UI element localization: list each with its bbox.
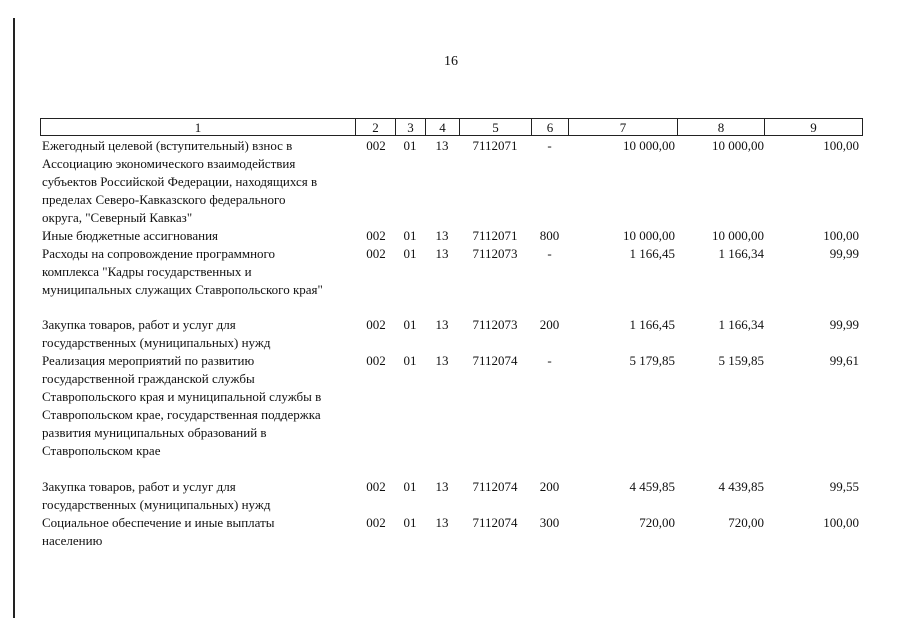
cell-col-4: 13 <box>435 515 449 530</box>
cell-col-4: 13 <box>435 228 449 243</box>
cell-col-4: 13 <box>435 138 449 153</box>
cell-col-6: 800 <box>539 228 560 243</box>
cell-col-5: 7112071 <box>472 228 518 243</box>
row-name: Иные бюджетные ассигнования <box>42 228 219 243</box>
cell-col-2: 002 <box>366 246 386 261</box>
column-header-2: 2 <box>355 119 395 135</box>
cell-col-3: 01 <box>403 479 417 494</box>
cell-col-3: 01 <box>403 515 417 530</box>
cell-col-9: 100,00 <box>823 138 859 153</box>
cell-col-3: 01 <box>403 353 417 368</box>
cell-col-2: 002 <box>366 479 386 494</box>
cell-col-2: 002 <box>366 138 386 153</box>
page-number: 16 <box>444 54 458 69</box>
cell-col-8: 5 159,85 <box>718 353 764 368</box>
cell-col-7: 10 000,00 <box>623 138 675 153</box>
column-header-8: 8 <box>677 119 764 135</box>
cell-col-4: 13 <box>435 317 449 332</box>
cell-col-3: 01 <box>403 317 417 332</box>
cell-col-9: 100,00 <box>823 228 859 243</box>
cell-col-6: - <box>547 246 552 261</box>
cell-col-8: 720,00 <box>728 515 764 530</box>
cell-col-3: 01 <box>403 246 417 261</box>
column-header-3: 3 <box>395 119 425 135</box>
cell-col-2: 002 <box>366 228 386 243</box>
cell-col-4: 13 <box>435 246 449 261</box>
cell-col-8: 10 000,00 <box>712 138 764 153</box>
margin-line <box>13 18 15 618</box>
cell-col-9: 99,61 <box>829 353 859 368</box>
cell-col-2: 002 <box>366 317 386 332</box>
cell-col-9: 99,55 <box>829 479 859 494</box>
cell-col-8: 1 166,34 <box>718 246 764 261</box>
cell-col-6: 300 <box>539 515 560 530</box>
row-name: Закупка товаров, работ и услуг для государственных (муниципальных) нужд <box>42 479 271 512</box>
cell-col-8: 1 166,34 <box>718 317 764 332</box>
column-header-7: 7 <box>568 119 677 135</box>
cell-col-6: - <box>547 138 552 153</box>
row-name: Реализация мероприятий по развитию государственной гражданской службы Ставропольского края и муниципальной службы в Ставропольском крае, государственная поддержка развития муниципальных образований в Ставропольском крае <box>42 353 322 458</box>
cell-col-8: 4 439,85 <box>718 479 764 494</box>
row-name: Расходы на сопровождение программного комплекса "Кадры государственных и муниципальных служащих Ставропольского края" <box>42 246 323 297</box>
cell-col-8: 10 000,00 <box>712 228 764 243</box>
column-header-4: 4 <box>425 119 459 135</box>
row-name: Социальное обеспечение и иные выплаты населению <box>42 515 275 548</box>
cell-col-7: 4 459,85 <box>629 479 675 494</box>
cell-col-6: 200 <box>539 317 560 332</box>
cell-col-7: 1 166,45 <box>629 317 675 332</box>
cell-col-2: 002 <box>366 353 386 368</box>
cell-col-3: 01 <box>403 138 417 153</box>
cell-col-7: 1 166,45 <box>629 246 675 261</box>
column-header-9: 9 <box>764 119 862 135</box>
row-name: Ежегодный целевой (вступительный) взнос в Ассоциацию экономического взаимодействия субъектов Российской Федерации, находящихся в пределах Северо-Кавказского федерального округа, "Северный Кавказ" <box>42 138 318 225</box>
cell-col-9: 99,99 <box>829 246 859 261</box>
column-header-6: 6 <box>531 119 568 135</box>
cell-col-4: 13 <box>435 479 449 494</box>
table-header <box>40 118 863 136</box>
cell-col-6: - <box>547 353 552 368</box>
cell-col-7: 720,00 <box>639 515 675 530</box>
cell-col-3: 01 <box>403 228 417 243</box>
cell-col-5: 7112073 <box>472 246 518 261</box>
column-header-5: 5 <box>459 119 531 135</box>
cell-col-5: 7112071 <box>472 138 518 153</box>
column-header-1: 1 <box>194 120 202 135</box>
row-name: Закупка товаров, работ и услуг для государственных (муниципальных) нужд <box>42 317 271 350</box>
cell-col-2: 002 <box>366 515 386 530</box>
cell-col-4: 13 <box>435 353 449 368</box>
cell-col-5: 7112074 <box>472 479 518 494</box>
cell-col-9: 99,99 <box>829 317 859 332</box>
cell-col-7: 10 000,00 <box>623 228 675 243</box>
cell-col-5: 7112073 <box>472 317 518 332</box>
cell-col-9: 100,00 <box>823 515 859 530</box>
cell-col-5: 7112074 <box>472 353 518 368</box>
cell-col-6: 200 <box>539 479 560 494</box>
cell-col-5: 7112074 <box>472 515 518 530</box>
cell-col-7: 5 179,85 <box>629 353 675 368</box>
